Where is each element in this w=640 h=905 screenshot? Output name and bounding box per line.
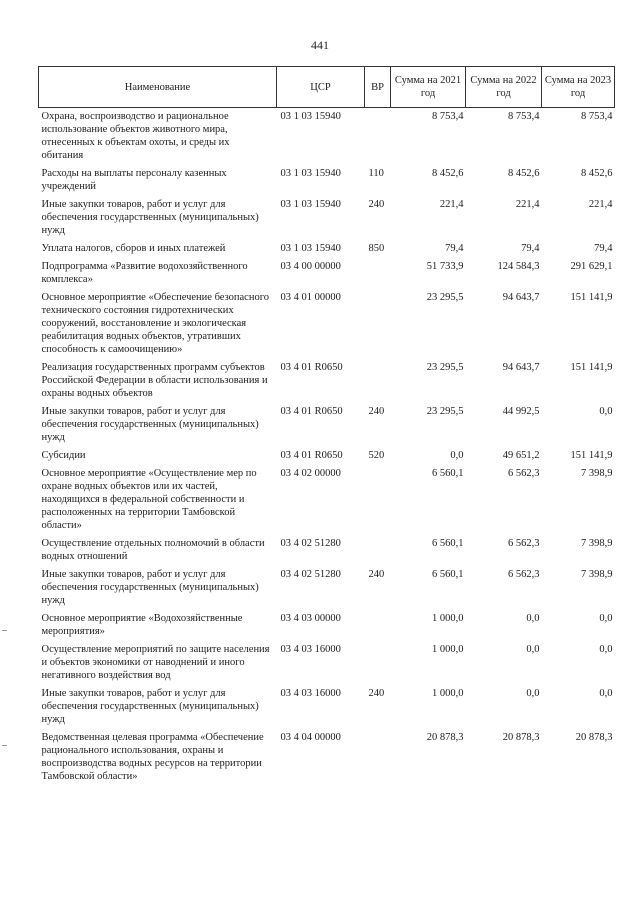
cell-name: Охрана, воспроизводство и рациональное использование объектов животного мира, отнесенных к объектам охоты, и среды их обитания (41, 111, 230, 161)
cell-sum-2022: 8 753,4 (508, 111, 540, 122)
cell-sum-2021: 1 000,0 (432, 644, 464, 655)
cell-sum-2021: 6 560,1 (432, 468, 464, 479)
cell-csr: 03 1 03 15940 (280, 111, 341, 122)
table-row (39, 535, 615, 566)
page-number: 441 (311, 38, 329, 52)
cell-sum-2021: 1 000,0 (432, 613, 464, 624)
cell-name: Иные закупки товаров, работ и услуг для обеспечения государственных (муниципальных) нужд (41, 199, 259, 236)
table-row (39, 165, 615, 196)
header-vr: ВР (365, 67, 391, 108)
cell-csr: 03 1 03 15940 (280, 243, 341, 254)
table-row (39, 641, 615, 685)
cell-vr: 240 (368, 406, 385, 417)
cell-sum-2023: 79,4 (594, 243, 613, 254)
cell-sum-2021: 221,4 (439, 199, 464, 210)
cell-vr (365, 729, 391, 786)
cell-sum-2021: 23 295,5 (426, 292, 464, 303)
cell-sum-2023: 151 141,9 (570, 450, 613, 461)
cell-csr: 03 4 03 16000 (280, 688, 341, 699)
table-row (39, 566, 615, 610)
budget-table (38, 66, 615, 786)
cell-vr (365, 289, 391, 359)
cell-sum-2022: 0,0 (526, 644, 540, 655)
cell-sum-2023: 20 878,3 (575, 732, 613, 743)
cell-vr: 110 (368, 168, 384, 179)
cell-sum-2022: 6 562,3 (508, 538, 540, 549)
cell-vr (365, 535, 391, 566)
table-row (39, 240, 615, 258)
cell-sum-2022: 0,0 (526, 688, 540, 699)
cell-sum-2021: 51 733,9 (426, 261, 464, 272)
cell-vr (365, 641, 391, 685)
cell-vr: 240 (368, 199, 385, 210)
table-row (39, 465, 615, 535)
cell-csr: 03 4 02 51280 (280, 538, 341, 549)
cell-sum-2023: 7 398,9 (581, 569, 613, 580)
cell-sum-2022: 94 643,7 (502, 362, 540, 373)
cell-sum-2021: 8 753,4 (432, 111, 464, 122)
cell-name: Подпрограмма «Развитие водохозяйственного комплекса» (41, 261, 248, 285)
cell-sum-2023: 8 452,6 (581, 168, 613, 179)
cell-sum-2021: 20 878,3 (426, 732, 464, 743)
cell-name: Иные закупки товаров, работ и услуг для обеспечения государственных (муниципальных) нужд (41, 406, 259, 443)
cell-name: Основное мероприятие «Осуществление мер по охране водных объектов или их частей, находящихся в федеральной собственности и расположенных на территории Тамбовской области» (41, 468, 257, 531)
cell-sum-2021: 79,4 (445, 243, 464, 254)
cell-csr: 03 4 03 00000 (280, 613, 341, 624)
header-csr: ЦСР (277, 67, 365, 108)
cell-sum-2022: 8 452,6 (508, 168, 540, 179)
cell-name: Ведомственная целевая программа «Обеспечение рационального использования, охраны и воспроизводства водных ресурсов на территории Тамбовской области» (41, 732, 264, 782)
cell-sum-2021: 23 295,5 (426, 362, 464, 373)
scan-margin-mark (2, 630, 7, 631)
cell-sum-2022: 79,4 (521, 243, 540, 254)
cell-name: Осуществление мероприятий по защите населения и объектов экономики от наводнений и иного негативного воздействия вод (41, 644, 270, 681)
cell-sum-2021: 6 560,1 (432, 569, 464, 580)
cell-sum-2023: 221,4 (588, 199, 613, 210)
cell-name: Основное мероприятие «Водохозяйственные мероприятия» (41, 613, 243, 637)
cell-sum-2023: 8 753,4 (581, 111, 613, 122)
cell-sum-2022: 6 562,3 (508, 468, 540, 479)
cell-vr (365, 465, 391, 535)
table-body (39, 108, 615, 787)
cell-sum-2023: 151 141,9 (570, 362, 613, 373)
cell-sum-2023: 0,0 (599, 688, 613, 699)
cell-csr: 03 1 03 15940 (280, 199, 341, 210)
cell-csr: 03 4 02 00000 (280, 468, 341, 479)
cell-vr (365, 258, 391, 289)
cell-sum-2023: 7 398,9 (581, 468, 613, 479)
table-row (39, 196, 615, 240)
cell-name: Иные закупки товаров, работ и услуг для обеспечения государственных (муниципальных) нужд (41, 569, 259, 606)
cell-sum-2021: 0,0 (450, 450, 464, 461)
cell-vr: 240 (368, 569, 385, 580)
cell-sum-2022: 94 643,7 (502, 292, 540, 303)
cell-sum-2022: 0,0 (526, 613, 540, 624)
cell-csr: 03 1 03 15940 (280, 168, 341, 179)
cell-sum-2022: 221,4 (515, 199, 540, 210)
cell-sum-2023: 0,0 (599, 613, 613, 624)
cell-csr: 03 4 01 R0650 (280, 450, 343, 461)
table-row (39, 447, 615, 465)
cell-sum-2021: 6 560,1 (432, 538, 464, 549)
cell-sum-2021: 1 000,0 (432, 688, 464, 699)
cell-sum-2022: 49 651,2 (502, 450, 540, 461)
cell-csr: 03 4 00 00000 (280, 261, 341, 272)
cell-vr: 520 (368, 450, 385, 461)
table-row (39, 685, 615, 729)
cell-name: Осуществление отдельных полномочий в области водных отношений (41, 538, 265, 562)
table-header-row (39, 67, 615, 108)
cell-name: Уплата налогов, сборов и иных платежей (41, 243, 226, 254)
header-sum-2023: Сумма на 2023 год (542, 67, 615, 108)
cell-vr: 240 (368, 688, 385, 699)
cell-vr (365, 610, 391, 641)
header-name: Наименование (39, 67, 277, 108)
cell-sum-2022: 6 562,3 (508, 569, 540, 580)
cell-csr: 03 4 01 00000 (280, 292, 341, 303)
cell-csr: 03 4 04 00000 (280, 732, 341, 743)
cell-vr (365, 108, 391, 166)
cell-name: Иные закупки товаров, работ и услуг для обеспечения государственных (муниципальных) нужд (41, 688, 259, 725)
cell-sum-2023: 0,0 (599, 644, 613, 655)
cell-sum-2022: 124 584,3 (497, 261, 540, 272)
cell-csr: 03 4 03 16000 (280, 644, 341, 655)
cell-sum-2021: 23 295,5 (426, 406, 464, 417)
cell-name: Субсидии (41, 450, 86, 461)
cell-name: Расходы на выплаты персоналу казенных учреждений (41, 168, 227, 192)
table-row (39, 403, 615, 447)
header-sum-2021: Сумма на 2021 год (391, 67, 466, 108)
cell-sum-2022: 44 992,5 (502, 406, 540, 417)
table-row (39, 610, 615, 641)
table-row (39, 359, 615, 403)
table-row (39, 108, 615, 166)
table-row (39, 289, 615, 359)
table-row (39, 729, 615, 786)
cell-sum-2023: 151 141,9 (570, 292, 613, 303)
cell-csr: 03 4 01 R0650 (280, 406, 343, 417)
cell-sum-2021: 8 452,6 (432, 168, 464, 179)
cell-csr: 03 4 01 R0650 (280, 362, 343, 373)
cell-name: Реализация государственных программ субъектов Российской Федерации в области использования и охраны водных объектов (41, 362, 268, 399)
header-sum-2022: Сумма на 2022 год (466, 67, 542, 108)
cell-sum-2023: 291 629,1 (570, 261, 613, 272)
cell-sum-2023: 7 398,9 (581, 538, 613, 549)
cell-csr: 03 4 02 51280 (280, 569, 341, 580)
cell-sum-2022: 20 878,3 (502, 732, 540, 743)
cell-vr: 850 (368, 243, 385, 254)
scan-margin-mark (2, 745, 7, 746)
cell-name: Основное мероприятие «Обеспечение безопасного технического состояния гидротехнических сооружений, восстановление и экологическая реабилитация водных объектов, утративших способность к самоочищению» (41, 292, 270, 355)
cell-vr (365, 359, 391, 403)
table-row (39, 258, 615, 289)
cell-sum-2023: 0,0 (599, 406, 613, 417)
